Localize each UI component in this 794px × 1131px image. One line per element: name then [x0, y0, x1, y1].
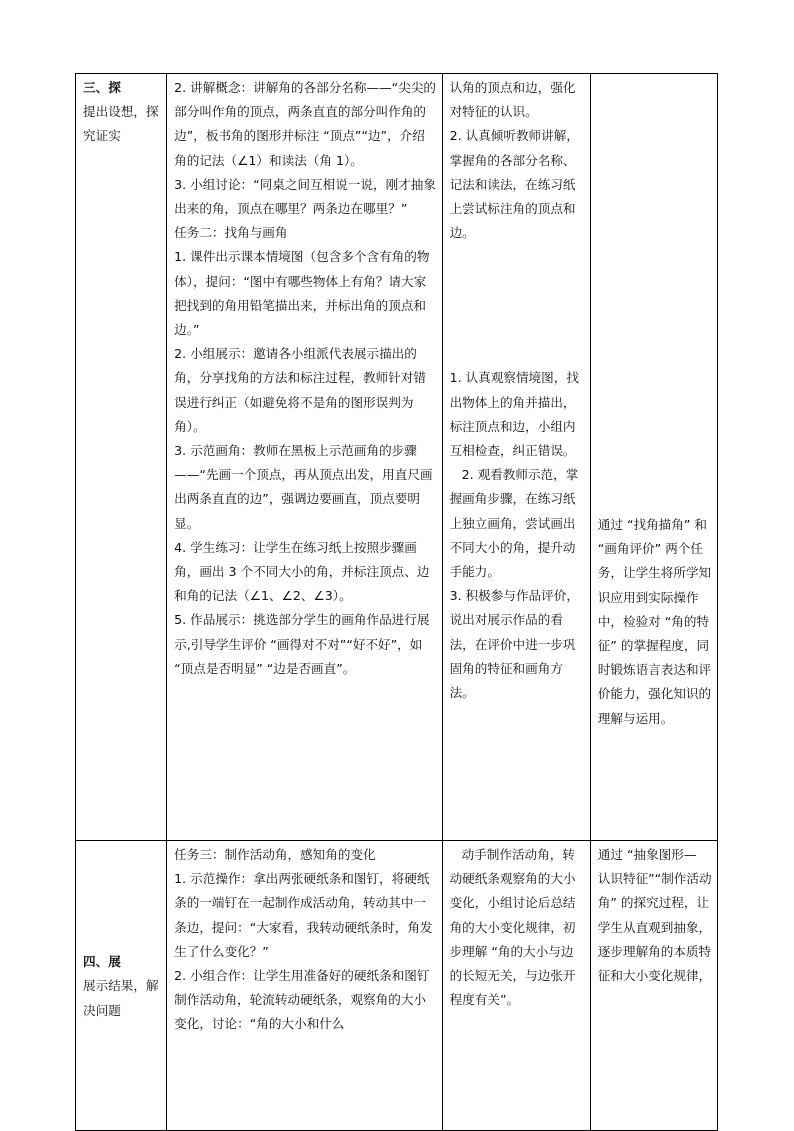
student-step: 2. 观看教师示范，掌握画角步骤，在练习纸上独立画角，尝试画出不同大小的角，提升动手能力。 [449, 467, 579, 580]
teacher-activity-cell [167, 74, 442, 841]
stage-subtitle: 展示结果，解决问题 [83, 978, 159, 1018]
lesson-plan-table [75, 73, 718, 1131]
student-step: 1. 认真观察情境图，找出物体上的角并描出，标注顶点和边，小组内互相检查，纠正错误。 [449, 370, 579, 459]
task-heading: 任务三：制作活动角，感知角的变化 [174, 847, 376, 862]
stage-title: 三、探 [83, 80, 121, 95]
teacher-step: 2. 讲解概念：讲解角的各部分名称——“尖尖的部分叫作角的顶点，两条直直的部分叫作角的边”，板书角的图形并标注 “顶点”“边”，介绍角的记法（∠1）和读法（角 1）。 [174, 80, 436, 168]
student-step: 3. 积极参与作品评价，说出对展示作品的看法，在评价中进一步巩固角的特征和画角方法。 [449, 588, 579, 701]
teacher-step: 1. 示范操作：拿出两张硬纸条和图钉，将硬纸条的一端钉在一起制作成活动角，转动其中一条边，提问：“大家看，我转动硬纸条时，角发生了什么变化？” [174, 871, 433, 959]
stage-title: 四、展 [83, 954, 121, 970]
teacher-step: 3. 示范画角：教师在黑板上示范画角的步骤 ——“先画一个顶点，再从顶点出发，用直尺画出两条直直的边”，强调边要画直，顶点要明显。 [174, 443, 433, 531]
stage-row-present [76, 841, 718, 1131]
stage-cell [76, 841, 167, 1131]
stage-row-explore [76, 74, 718, 841]
stage-subtitle: 提出设想，探究证实 [83, 104, 159, 144]
student-step: 动手制作活动角，转动硬纸条观察角的大小变化，小组讨论后总结角的大小变化规律，初步理解 “角的大小与边的长短无关，与边张开程度有关”。 [449, 847, 576, 1008]
teacher-step: 5. 作品展示：挑选部分学生的画角作品进行展示,引导学生评价 “画得对不对”“好不好”，如 “顶点是否明显” “边是否画直”。 [174, 612, 430, 676]
teacher-activity-cell [167, 841, 442, 1131]
design-intent-cell [590, 74, 717, 841]
design-intent-text: 通过 “抽象图形— 认识特征”“制作活动角” 的探究过程，让学生从直观到抽象，逐步理解角的本质特征和大小变化规律， [597, 847, 712, 984]
student-activity-cell [442, 74, 590, 841]
teacher-step: 2. 小组展示：邀请各小组派代表展示描出的角，分享找角的方法和标注过程，教师针对错误进行纠正（如避免将不是角的图形误判为角）。 [174, 346, 427, 434]
student-step: 2. 认真倾听教师讲解，掌握角的各部分名称、记法和读法，在练习纸上尝试标注角的顶点和边。 [449, 128, 579, 241]
student-activity-cell [442, 841, 590, 1131]
design-intent-cell [590, 841, 717, 1131]
student-step: 认角的顶点和边，强化对特征的认识。 [449, 80, 576, 120]
teacher-step: 2. 小组合作：让学生用准备好的硬纸条和图钉制作活动角，轮流转动硬纸条，观察角的大小变化，讨论：“角的大小和什么 [174, 968, 430, 1032]
teacher-step: 1. 课件出示课本情境图（包含多个含有角的物体），提问：“图中有哪些物体上有角？请大家把找到的角用铅笔描出来，并标出角的顶点和边。” [174, 249, 430, 338]
stage-cell [76, 74, 167, 841]
teacher-step: 3. 小组讨论：“同桌之间互相说一说，刚才抽象出来的角，顶点在哪里？两条边在哪里？” [174, 176, 436, 217]
design-intent-text: 通过 “找角描角” 和 “画角评价” 两个任务，让学生将所学知识应用到实际操作中，检验对 “角的特征” 的掌握程度，同时锻炼语言表达和评价能力，强化知识的理解与运用。 [597, 517, 712, 726]
teacher-step: 4. 学生练习：让学生在练习纸上按照步骤画角，画出 3 个不同大小的角，并标注顶点、边和角的记法（∠1、∠2、∠3）。 [174, 539, 430, 604]
task-heading: 任务二：找角与画角 [174, 225, 288, 241]
